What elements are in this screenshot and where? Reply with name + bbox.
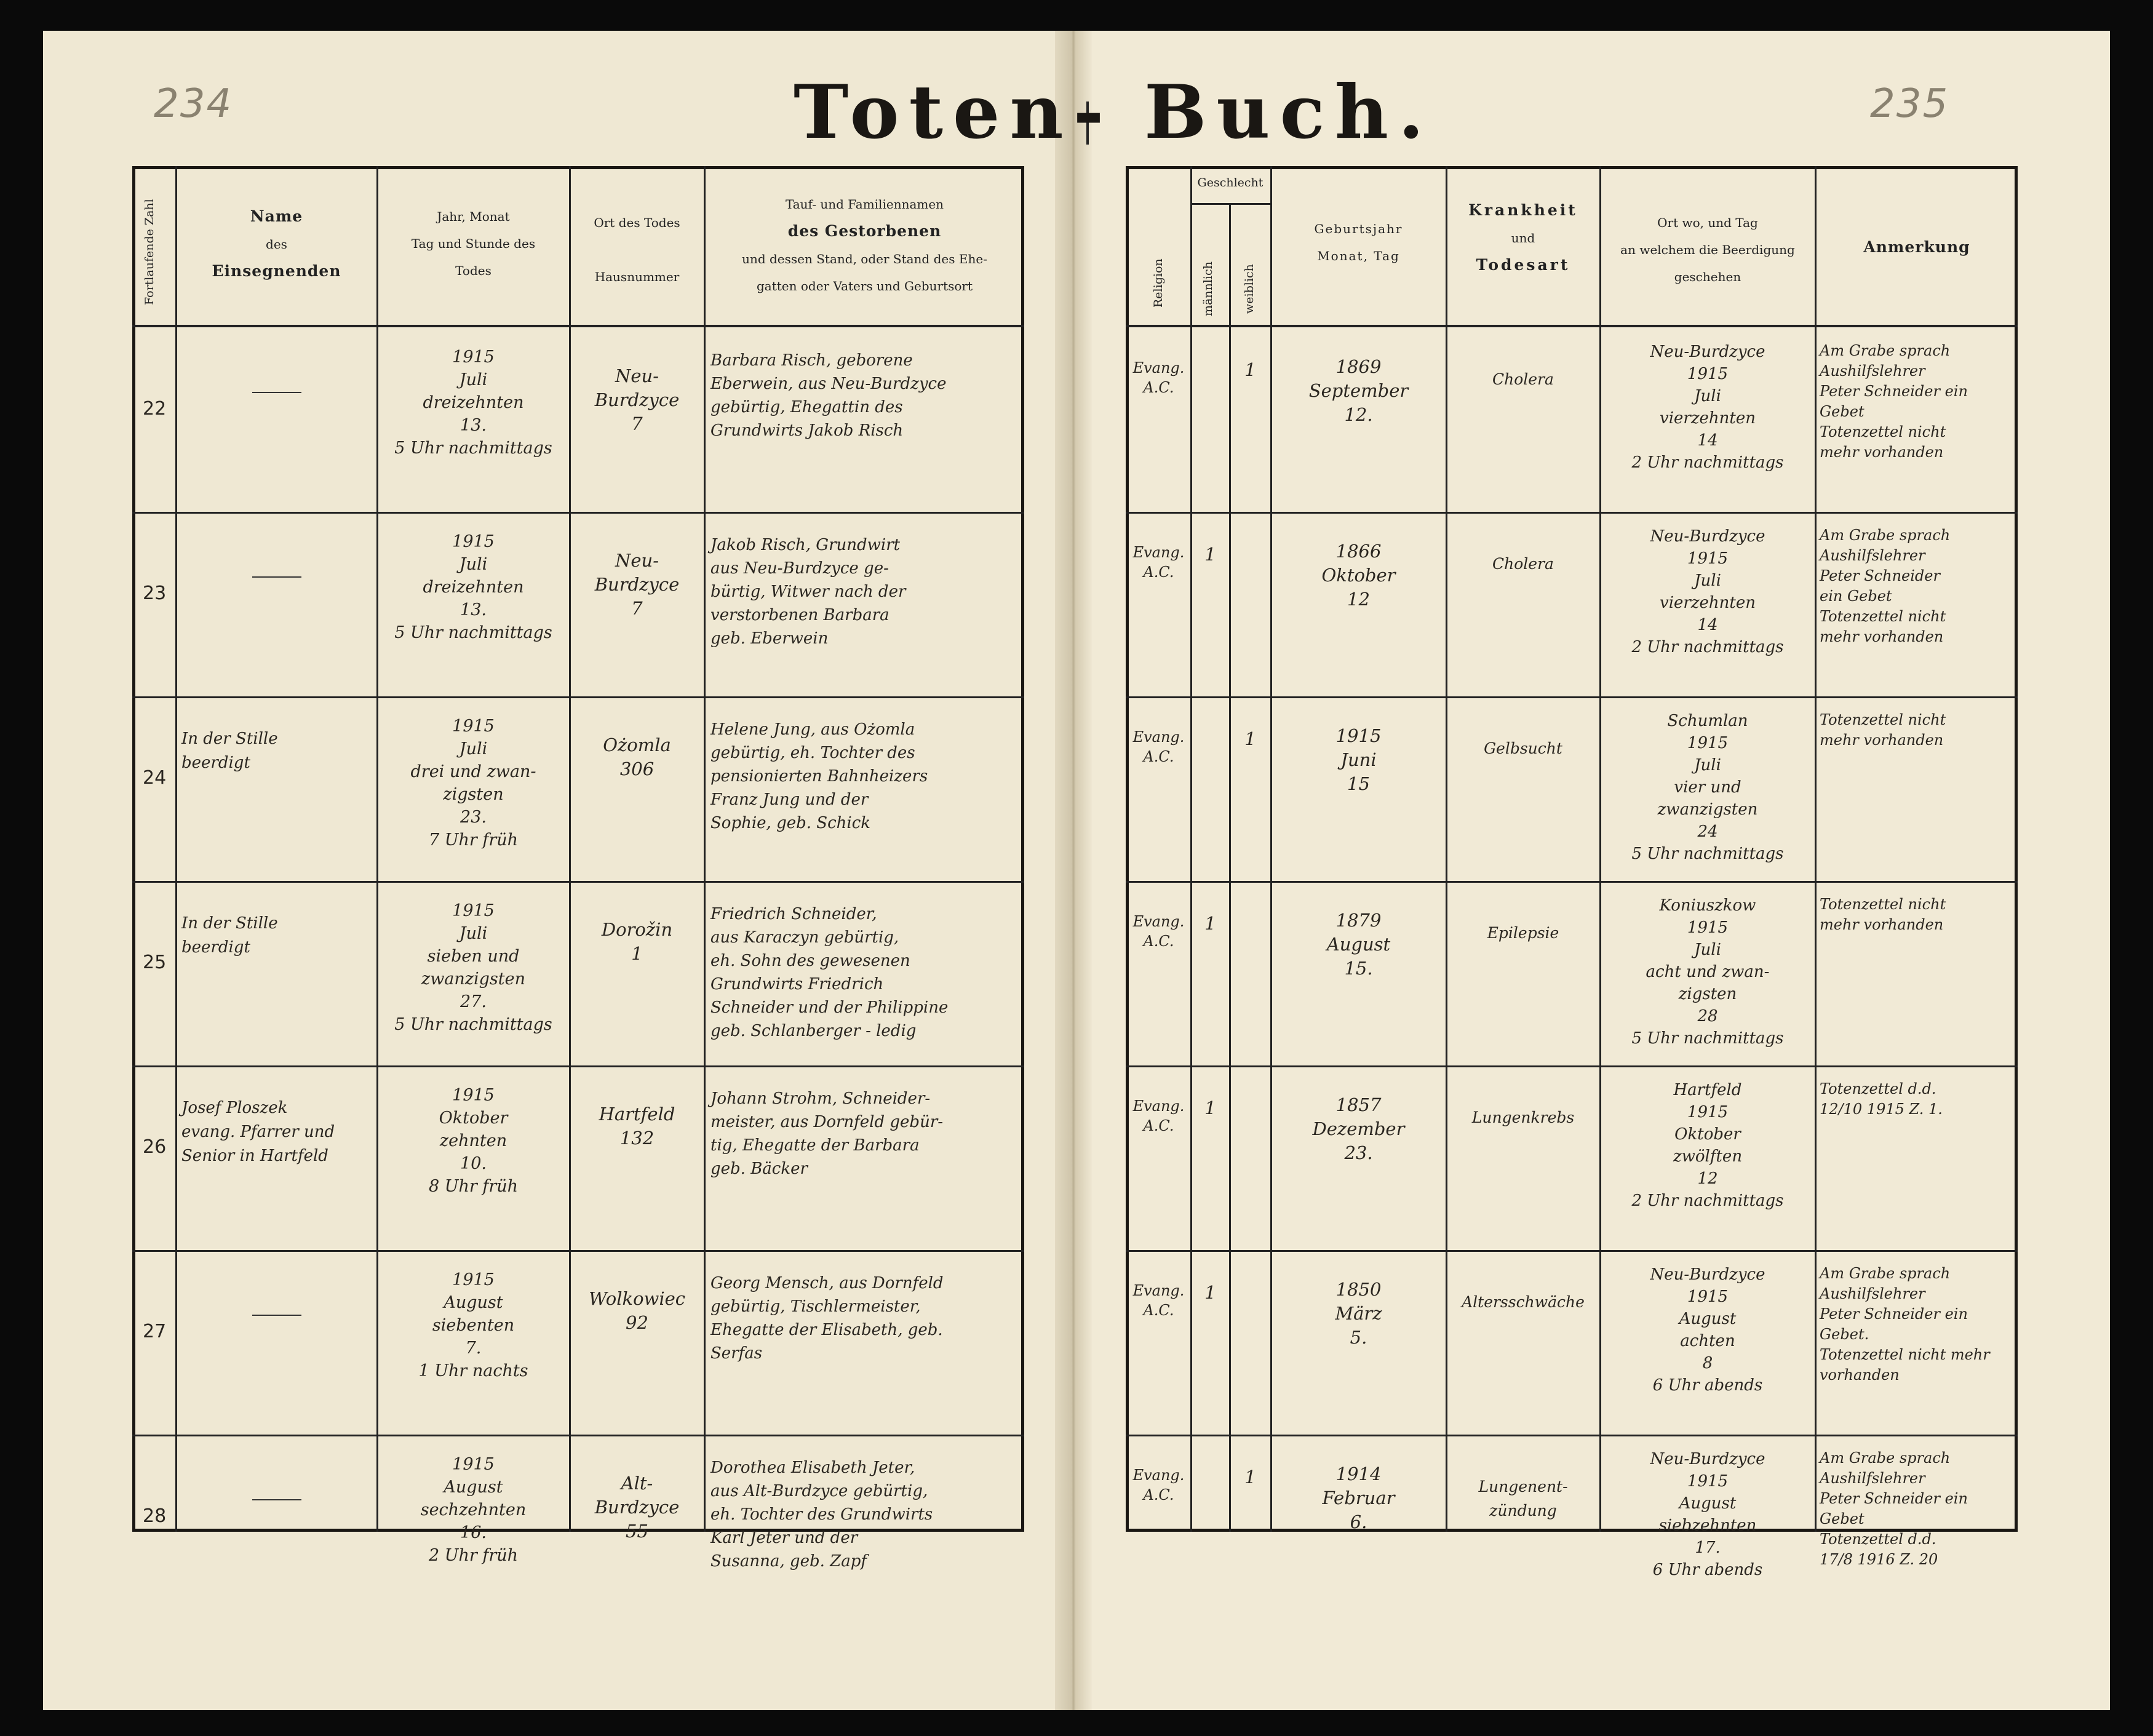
header-remark-text: Anmerkung [1863, 238, 1970, 256]
cause-cell: Cholera [1492, 370, 1554, 388]
header-officiant [177, 203, 376, 285]
burial-cell: Neu-Burdzyce 1915 August siebzehnten 17. 6 Uhr abends [1650, 1450, 1765, 1579]
deceased-cell: Dorothea Elisabeth Jeter, aus Alt-Burdzyce gebürtig, eh. Tochter des Grundwirts Karl Jeter und der Susanna, geb. Zapf [710, 1459, 933, 1571]
remark-cell: Totenzettel d.d. 12/10 1915 Z. 1. [1820, 1080, 1943, 1118]
religion-cell: Evang. A.C. [1132, 1097, 1185, 1134]
right-page-number: 235 [1870, 81, 1949, 127]
officiant-cell: In der Stille beerdigt [181, 914, 278, 957]
title-left: Toten- [794, 69, 1114, 156]
remark-cell: Totenzettel nicht mehr vorhanden [1820, 711, 1946, 749]
cause-cell: Epilepsie [1487, 924, 1559, 942]
burial-cell: Hartfeld 1915 Oktober zwölften 12 2 Uhr nachmittags [1631, 1081, 1784, 1210]
row-number: 28 [143, 1505, 167, 1527]
right-header-rule [1126, 325, 2018, 327]
female-cell: 1 [1244, 728, 1256, 749]
birth-cell: 1915 Juni 15 [1335, 725, 1382, 794]
male-cell: 1 [1204, 1097, 1216, 1118]
left-page-number: 234 [154, 81, 233, 127]
header-officiant-title: Name [250, 207, 303, 225]
right-col-line [1190, 166, 1192, 1532]
row-rule-right [1126, 1065, 2018, 1067]
row-rule-left [132, 696, 1024, 698]
header-remark [1816, 234, 2018, 261]
male-cell: 1 [1204, 1282, 1216, 1303]
header-deceased [705, 191, 1024, 300]
officiant-dash [252, 1315, 301, 1316]
right-col-line [1229, 203, 1231, 1532]
religion-cell: Evang. A.C. [1132, 1282, 1185, 1319]
deceased-cell: Barbara Risch, geborene Eberwein, aus Neu-Burdzyce gebürtig, Ehegattin des Grundwirts Jakob Risch [710, 351, 947, 440]
death-date-cell: 1915 August sechzehnten 16. 2 Uhr früh [420, 1455, 527, 1565]
header-cause [1447, 197, 1599, 279]
row-rule-left [132, 881, 1024, 883]
male-cell: 1 [1204, 544, 1216, 565]
death-date-cell: 1915 Juli dreizehnten 13. 5 Uhr nachmittags [394, 348, 552, 458]
death-date-cell: 1915 Juli sieben und zwanzigsten 27. 5 Uhr nachmittags [394, 901, 552, 1034]
book-gutter [1055, 31, 1092, 1710]
place-cell: Dorožin 1 [601, 919, 673, 964]
death-date-cell: 1915 August siebenten 7. 1 Uhr nachts [418, 1270, 528, 1380]
header-place-l1: Ort des Todes [594, 215, 680, 230]
deceased-cell: Johann Strohm, Schneider- meister, aus Dornfeld gebür- tig, Ehegatte der Barbara geb. Bäcker [710, 1089, 944, 1178]
header-cause-l1: Krankheit [1468, 201, 1578, 219]
place-cell: Alt- Burdzyce 55 [594, 1473, 680, 1542]
female-cell: 1 [1244, 1467, 1256, 1487]
religion-cell: Evang. A.C. [1132, 728, 1185, 765]
cause-cell: Altersschwäche [1462, 1293, 1585, 1311]
row-rule-left [132, 512, 1024, 514]
header-place [570, 209, 704, 290]
header-officiant-sub: Einsegnenden [212, 262, 341, 280]
row-number: 27 [143, 1321, 167, 1342]
header-burial [1601, 209, 1815, 290]
birth-cell: 1850 März 5. [1335, 1279, 1382, 1348]
left-header-rule [132, 325, 1024, 327]
remark-cell: Am Grabe sprach Aushilfslehrer Peter Schneider ein Gebet Totenzettel nicht mehr vorhanden [1820, 342, 1968, 461]
row-rule-left [132, 1435, 1024, 1436]
cause-cell: Lungenkrebs [1471, 1109, 1575, 1126]
header-death-date-l2: Tag und Stunde des [411, 236, 536, 251]
title-right: Buch. [1144, 69, 1434, 156]
place-cell: Neu- Burdzyce 7 [594, 550, 680, 619]
header-death-date-l3: Todes [455, 263, 491, 278]
header-place-l2: Hausnummer [594, 269, 680, 284]
header-birth-l2: Monat, Tag [1317, 249, 1400, 263]
death-date-cell: 1915 Oktober zehnten 10. 8 Uhr früh [428, 1086, 519, 1196]
row-rule-left [132, 1250, 1024, 1252]
header-burial-l2: an welchem die Beerdigung [1620, 242, 1795, 257]
header-religion: Religion [1152, 258, 1165, 308]
officiant-dash [252, 576, 301, 578]
deceased-cell: Jakob Risch, Grundwirt aus Neu-Burdzyce ge- bürtig, Witwer nach der verstorbenen Barbara geb. Eberwein [710, 536, 906, 648]
officiant-cell: In der Stille beerdigt [181, 730, 278, 772]
header-deceased-l4: gatten oder Vaters und Geburtsort [757, 279, 973, 293]
header-death-date-l1: Jahr, Monat [437, 209, 510, 224]
gender-subrule [1190, 203, 1270, 205]
burial-cell: Schumlan 1915 Juli vier und zwanzigsten 24 5 Uhr nachmittags [1631, 712, 1784, 863]
death-date-cell: 1915 Juli dreizehnten 13. 5 Uhr nachmittags [394, 532, 552, 642]
header-cause-l2: und [1511, 231, 1535, 245]
deceased-cell: Helene Jung, aus Ożomla gebürtig, eh. Tochter des pensionierten Bahnheizers Franz Jung und der Sophie, geb. Schick [710, 720, 928, 832]
male-cell: 1 [1204, 913, 1216, 934]
religion-cell: Evang. A.C. [1132, 544, 1185, 581]
deceased-cell: Georg Mensch, aus Dornfeld gebürtig, Tischlermeister, Ehegatte der Elisabeth, geb. Serfas [710, 1274, 944, 1363]
left-col-line [175, 166, 177, 1532]
religion-cell: Evang. A.C. [1132, 1467, 1185, 1503]
birth-cell: 1866 Oktober 12 [1321, 541, 1396, 610]
right-col-line [1815, 166, 1817, 1532]
cause-cell: Gelbsucht [1484, 739, 1562, 757]
row-rule-left [132, 1065, 1024, 1067]
header-birth-l1: Geburtsjahr [1314, 221, 1403, 236]
burial-cell: Koniuszkow 1915 Juli acht und zwan- zigsten 28 5 Uhr nachmittags [1631, 896, 1784, 1048]
death-date-cell: 1915 Juli drei und zwan- zigsten 23. 7 Uhr früh [410, 717, 536, 850]
cause-cell: Cholera [1492, 555, 1554, 573]
remark-cell: Am Grabe sprach Aushilfslehrer Peter Schneider ein Gebet Totenzettel d.d. 17/8 1916 Z. 20 [1820, 1449, 1968, 1568]
remark-cell: Totenzettel nicht mehr vorhanden [1820, 896, 1946, 933]
header-deceased-l1: Tauf- und Familiennamen [785, 197, 944, 212]
row-number: 26 [143, 1136, 167, 1158]
place-cell: Hartfeld 132 [599, 1104, 675, 1149]
header-burial-l3: geschehen [1674, 269, 1741, 284]
row-number: 22 [143, 398, 167, 420]
burial-cell: Neu-Burdzyce 1915 Juli vierzehnten 14 2 Uhr nachmittags [1631, 343, 1784, 472]
place-cell: Neu- Burdzyce 7 [594, 365, 680, 434]
officiant-dash [252, 1499, 301, 1500]
religion-cell: Evang. A.C. [1132, 359, 1185, 396]
place-cell: Ożomla 306 [603, 735, 671, 779]
header-death-date [378, 203, 569, 284]
officiant-dash [252, 392, 301, 393]
header-deceased-l2: des Gestorbenen [787, 222, 942, 240]
header-cause-l3: Todesart [1476, 256, 1570, 274]
row-number: 25 [143, 952, 167, 973]
row-number: 24 [143, 767, 167, 789]
row-rule-right [1126, 881, 2018, 883]
header-female: weiblich [1243, 264, 1256, 314]
religion-cell: Evang. A.C. [1132, 913, 1185, 950]
row-rule-right [1126, 1250, 2018, 1252]
female-cell: 1 [1244, 359, 1256, 380]
header-male: männlich [1201, 261, 1215, 317]
burial-cell: Neu-Burdzyce 1915 August achten 8 6 Uhr abends [1650, 1265, 1765, 1395]
header-nr: Fortlaufende Zahl [143, 199, 156, 306]
row-rule-right [1126, 1435, 2018, 1436]
birth-cell: 1879 August 15. [1326, 910, 1391, 979]
header-deceased-l3: und dessen Stand, oder Stand des Ehe- [742, 252, 987, 266]
birth-cell: 1914 Februar 6. [1322, 1463, 1395, 1532]
officiant-cell: Josef Ploszek evang. Pfarrer und Senior in Hartfeld [181, 1099, 335, 1165]
birth-cell: 1857 Dezember 23. [1312, 1094, 1405, 1163]
birth-cell: 1869 September 12. [1308, 356, 1409, 425]
row-rule-right [1126, 696, 2018, 698]
left-col-line [704, 166, 706, 1532]
header-birth [1272, 215, 1446, 269]
cause-cell: Lungenent- zündung [1478, 1478, 1568, 1519]
place-cell: Wolkowiec 92 [588, 1288, 686, 1333]
deceased-cell: Friedrich Schneider, aus Karaczyn gebürtig, eh. Sohn des gewesenen Grundwirts Friedrich Schneider und der Philippine geb. Schlanberger - ledig [710, 905, 949, 1040]
burial-cell: Neu-Burdzyce 1915 Juli vierzehnten 14 2 Uhr nachmittags [1631, 527, 1784, 656]
header-burial-l1: Ort wo, und Tag [1657, 215, 1758, 230]
remark-cell: Am Grabe sprach Aushilfslehrer Peter Schneider ein Gebet Totenzettel nicht mehr vorhanden [1820, 527, 1951, 645]
row-rule-right [1126, 512, 2018, 514]
header-officiant-des: des [266, 237, 287, 252]
row-number: 23 [143, 583, 167, 604]
header-gender: Geschlecht [1197, 176, 1264, 189]
remark-cell: Am Grabe sprach Aushilfslehrer Peter Schneider ein Gebet. Totenzettel nicht mehr vorhanden [1820, 1265, 1990, 1384]
